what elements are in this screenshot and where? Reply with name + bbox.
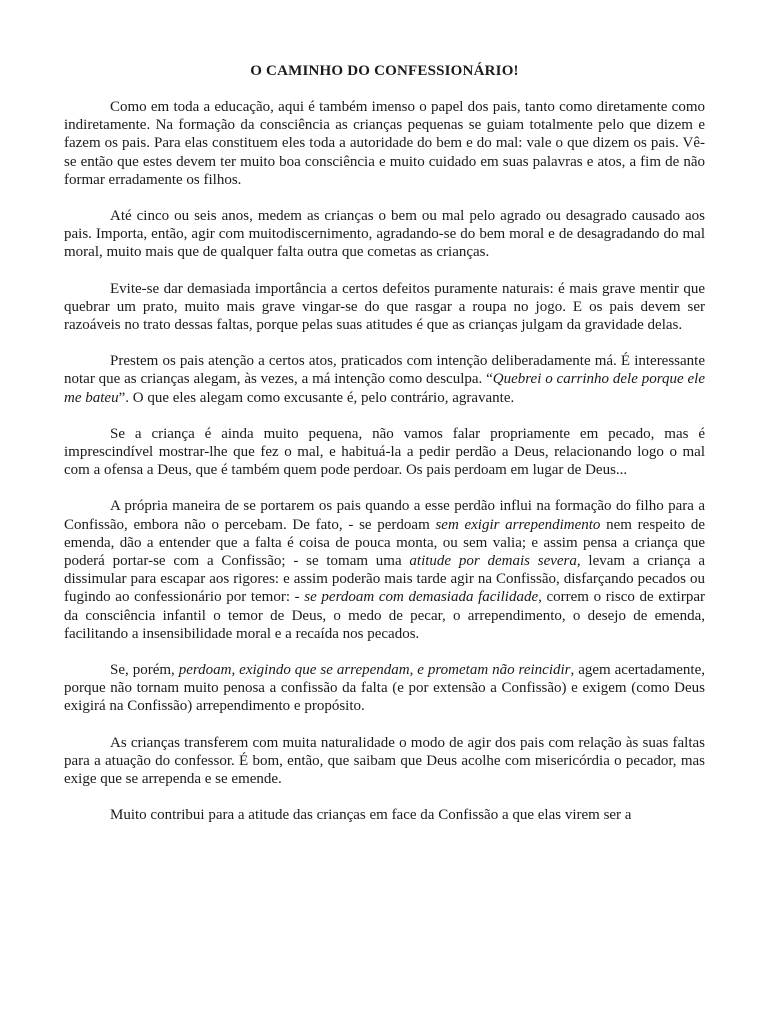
- paragraph-7-emphasis-b: perdoam, exigindo que se arrependam, e prometam não reincidir: [178, 662, 571, 679]
- paragraph-7-text-c: , agem acertadamente, porque não tornam muito penosa a confissão da falta (e por extensão a Confissão) e exigem (como Deus exigirá na Confissão) arrependimento e propósito.: [64, 662, 705, 715]
- paragraph-6-emphasis-f: se perdoam com demasiada facilidade: [304, 589, 539, 606]
- paragraph-8: As crianças transferem com muita naturalidade o modo de agir dos pais com relação às suas faltas para a atuação do confessor. É bom, então, que saibam que Deus acolhe com misericórdia o pecador, mas exige que se arrependa e se emende.: [64, 734, 705, 788]
- paragraph-4-text-c: ”. O que eles alegam como excusante é, pelo contrário, agravante.: [118, 389, 515, 406]
- paragraph-3: Evite-se dar demasiada importância a certos defeitos puramente naturais: é mais grave mentir que quebrar um prato, muito mais grave vingar-se do que rasgar a roupa no jogo. E os pais devem ser razoáveis no trato dessas faltas, porque pelas suas atitudes é que as crianças julgam da gravidade delas.: [64, 280, 705, 334]
- paragraph-2: Até cinco ou seis anos, medem as crianças o bem ou mal pelo agrado ou desagrado causado aos pais. Importa, então, agir com muitodiscernimento, agradando-se do bem moral e de desagradando do mal moral, muito mais que de qualquer falta outra que cometas as crianças.: [64, 208, 705, 261]
- paragraph-4-text-a: Prestem os pais atenção a certos atos, praticados com intenção deliberadamente má. É interessante notar que as crianças alegam, às vezes, a má intenção como desculpa. “: [64, 353, 705, 388]
- paragraph-6-emphasis-d: atitude por demais severa: [409, 553, 577, 570]
- paragraph-6-text-e: , levam a criança a dissimular para escapar aos rigores: e assim poderão mais tarde agir na Confissão, disfarçando pecados ou fugindo ao confessionário por temor: -: [64, 553, 705, 606]
- paragraph-7-text-a: Se, porém,: [110, 662, 179, 679]
- paragraph-9: Muito contribui para a atitude das crianças em face da Confissão a que elas virem ser a: [110, 807, 632, 824]
- paragraph-4: [64, 352, 705, 407]
- paragraph-1: Como em toda a educação, aqui é também imenso o papel dos pais, tanto como diretamente como indiretamente. Na formação da consciência as crianças pequenas se guiam totalmente pelo que dizem e fazem os pais. Para elas constituem eles toda a autoridade do bem e do mal: vale o que dizem os pais. Vê-se então que estes devem ter muito boa consciência e muito cuidado em suas palavras e atos, a fim de não formar erradamente os filhos.: [64, 99, 705, 188]
- paragraph-6-text-c: nem respeito de emenda, dão a entender que a falta é coisa de pouca monta, ou sem valia; e assim pensa a criança que poderá portar-se com a Confissão; - se tomam uma: [64, 516, 706, 570]
- paragraph-6: [64, 497, 705, 643]
- paragraph-4-quote: Quebrei o carrinho dele porque ele me bateu: [64, 371, 705, 406]
- paragraph-6-text-a: A própria maneira de se portarem os pais quando a esse perdão influi na formação do filho para a Confissão, embora não o percebam. De fato, - se perdoam: [64, 498, 705, 533]
- paragraph-7: [64, 661, 705, 716]
- paragraph-6-emphasis-b: sem exigir arrependimento: [435, 516, 601, 533]
- paragraph-5: Se a criança é ainda muito pequena, não vamos falar propriamente em pecado, mas é imprescindível mostrar-lhe que fez o mal, e habituá-la a pedir perdão a Deus, relacionando logo o mal com a ofensa a Deus, que é também quem pode perdoar. Os pais perdoam em lugar de Deus...: [64, 425, 705, 479]
- document-title: O CAMINHO DO CONFESSIONÁRIO!: [250, 63, 519, 79]
- paragraph-6-text-g: , correm o risco de extirpar da consciência infantil o temor de Deus, o medo de pecar, o arrependimento, o desejo de emenda, facilitando a insensibilidade moral e a recaída nos pecados.: [64, 589, 705, 642]
